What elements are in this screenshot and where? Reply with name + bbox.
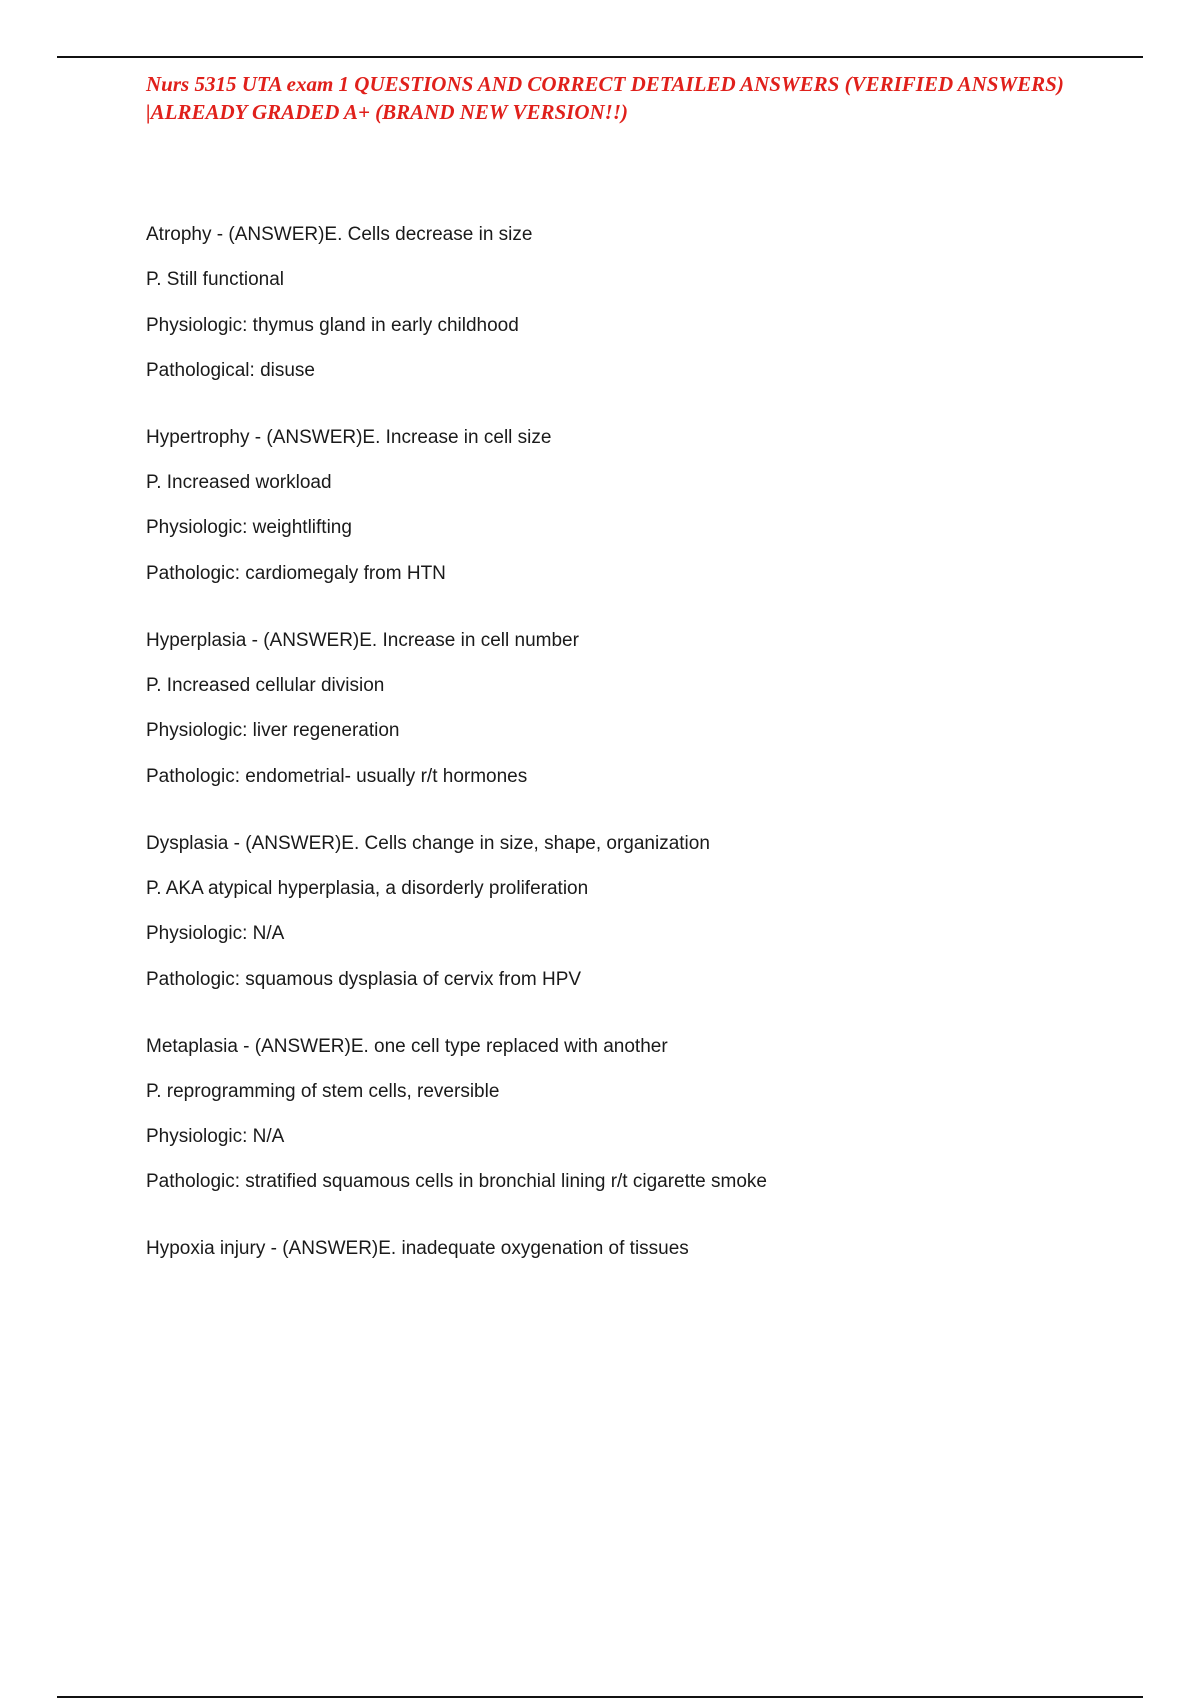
document-title: Nurs 5315 UTA exam 1 QUESTIONS AND CORRECT DETAILED ANSWERS (VERIFIED ANSWERS) |ALREADY GRADED A+ (BRAND NEW VERSION!!) <box>146 72 1064 124</box>
qa-entry-atrophy <box>146 224 1126 382</box>
entry-detail: Physiologic: weightlifting <box>146 517 352 539</box>
entry-heading: Hyperplasia - (ANSWER)E. Increase in cell number <box>146 629 579 651</box>
qa-entry-dysplasia <box>146 833 1126 991</box>
entry-heading: Hypoxia injury - (ANSWER)E. inadequate oxygenation of tissues <box>146 1238 689 1260</box>
entry-detail: Pathologic: endometrial- usually r/t hormones <box>146 765 528 787</box>
qa-entries <box>146 224 1126 1305</box>
entry-detail: Pathologic: squamous dysplasia of cervix from HPV <box>146 968 582 990</box>
entry-detail: Physiologic: liver regeneration <box>146 720 400 742</box>
entry-detail: P. Increased cellular division <box>146 675 385 697</box>
entry-heading: Metaplasia - (ANSWER)E. one cell type replaced with another <box>146 1035 668 1057</box>
entry-detail: P. Increased workload <box>146 472 332 494</box>
qa-entry-hyperplasia <box>146 630 1126 788</box>
entry-detail: Physiologic: thymus gland in early childhood <box>146 314 519 336</box>
qa-entry-hypoxia-injury <box>146 1238 1126 1260</box>
entry-detail: P. reprogramming of stem cells, reversible <box>146 1080 500 1102</box>
qa-entry-metaplasia <box>146 1036 1126 1194</box>
bottom-rule <box>57 1696 1143 1698</box>
entry-detail: Pathologic: cardiomegaly from HTN <box>146 562 446 584</box>
entry-detail: P. AKA atypical hyperplasia, a disorderly proliferation <box>146 877 589 899</box>
entry-detail: P. Still functional <box>146 269 285 291</box>
entry-heading: Dysplasia - (ANSWER)E. Cells change in size, shape, organization <box>146 832 710 854</box>
entry-detail: Physiologic: N/A <box>146 1126 285 1148</box>
entry-detail: Pathologic: stratified squamous cells in bronchial lining r/t cigarette smoke <box>146 1171 767 1193</box>
top-rule <box>57 56 1143 58</box>
entry-detail: Physiologic: N/A <box>146 923 285 945</box>
qa-entry-hypertrophy <box>146 427 1126 585</box>
entry-heading: Atrophy - (ANSWER)E. Cells decrease in size <box>146 224 533 245</box>
entry-detail: Pathological: disuse <box>146 359 315 381</box>
entry-heading: Hypertrophy - (ANSWER)E. Increase in cell size <box>146 426 552 448</box>
